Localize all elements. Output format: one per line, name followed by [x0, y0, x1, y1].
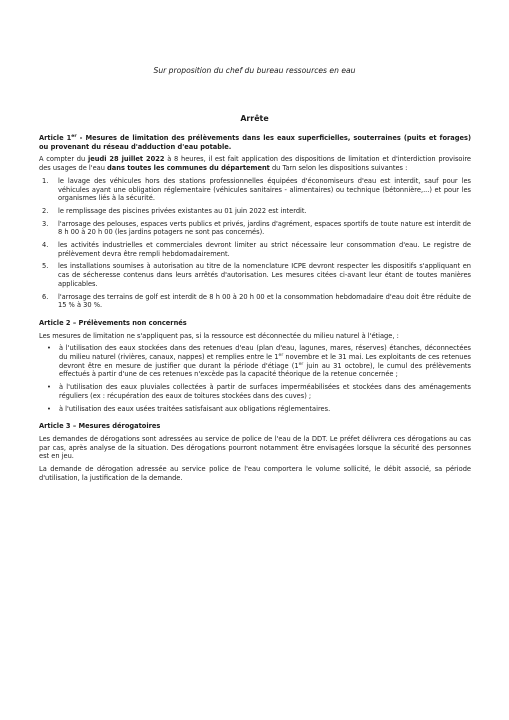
article-3-paragraph: Les demandes de dérogations sont adressées au service de police de l'eau de la DDT. Le préfet délivrera ces dérogations au cas par cas, après analyse de la situation. Des dérogations pourront notamment être envisagées lorsque la sécurité des personnes est en jeu.	[39, 434, 471, 461]
measures-list	[39, 177, 471, 310]
effective-date: jeudi 28 juillet 2022	[87, 155, 165, 164]
list-item: 4. les activités industrielles et commerciales devront limiter au strict nécessaire leur consommation d'eau. Le registre de prélèvement devra être rempli hebdomadairement.	[42, 241, 471, 258]
list-item: 1. le lavage des véhicules hors des stations professionnelles équipées d'économiseurs d'eau est interdit, sauf pour les véhicules ayant une obligation réglementaire (véhicules sanitaires - alimentaires) ou technique (bétonnière,...) et pour les organismes liés à la sécurité.	[42, 176, 471, 203]
list-item: • à l'utilisation des eaux pluviales collectées à partir de surfaces imperméabilisées et stockées dans des aménagements réguliers (ex : récupération des eaux de toitures stockées dans des cuves) ;	[47, 383, 471, 400]
list-item: 2. le remplissage des piscines privées existantes au 01 juin 2022 est interdit.	[42, 206, 307, 215]
article-3-paragraph: La demande de dérogation adressée au service police de l'eau comportera le volume sollicité, le débit associé, sa période d'utilisation, la justification de la demande.	[39, 465, 471, 482]
arrete-title: Arrête	[240, 114, 269, 123]
article-2	[39, 319, 471, 413]
bullet-icon: •	[47, 344, 51, 353]
list-item: • à l'utilisation des eaux usées traitées satisfaisant aux obligations réglementaires.	[47, 404, 331, 413]
exemptions-list	[39, 344, 471, 413]
bullet-icon: •	[47, 383, 51, 392]
list-item: 5. les installations soumises à autorisation au titre de la nomenclature ICPE devront respecter les dispositifs s'appliquant en cas de sécheresse contenus dans leurs arrêtés d'autorisation. Les mesures citées ci-avant leur étant de toutes manières applicables.	[42, 262, 471, 288]
list-item: 6. l'arrosage des terrains de golf est interdit de 8 h 00 à 20 h 00 et la consommation hebdomadaire d'eau doit être réduite de 15 % à 30 %.	[42, 292, 471, 310]
list-item: • à l'utilisation des eaux stockées dans des retenues d'eau (plan d'eau, lagunes, mares, réserves) étanches, déconnectées du milieu naturel (rivières, canaux, nappes) et remplies entre le 1er novembre et le 31 mai. Les exploitants de ces retenues devront être en mesure de justifier que durant la période d'étiage (1er juin au 31 octobre), le cumul des prélèvements effectués à partir d'une de ces retenues n'excède pas la capacité théorique de la retenue concernée ;	[47, 344, 472, 379]
scope: dans toutes les communes du département	[107, 164, 270, 173]
article-1	[39, 134, 471, 310]
article-3	[39, 422, 471, 482]
article-2-heading: Article 2 – Prélèvements non concernés	[39, 318, 187, 327]
article-1-heading: Article 1er - Mesures de limitation des prélèvements dans les eaux superficielles, souterraines (puits et forages) ou provenant du réseau d'adduction d'eau potable.	[39, 133, 472, 151]
bullet-icon: •	[47, 404, 51, 413]
document-body	[39, 134, 471, 487]
article-1-intro: A compter du jeudi 28 juillet 2022 à 8 heures, il est fait application des dispositions de limitation et d'interdiction provisoire des usages de l'eau dans toutes les communes du département du Tarn selon les dispositions suivantes :	[39, 155, 471, 173]
article-3-heading: Article 3 – Mesures dérogatoires	[39, 422, 161, 431]
list-item: 3. l'arrosage des pelouses, espaces verts publics et privés, jardins d'agrément, espaces sportifs de toute nature est interdit de 8 h 00 à 20 h 00 (les jardins potagers ne sont pas concernés).	[42, 219, 471, 237]
article-2-intro: Les mesures de limitation ne s'appliquent pas, si la ressource est déconnectée du milieu naturel à l'étiage, :	[39, 331, 399, 340]
proposal-line: Sur proposition du chef du bureau ressources en eau	[153, 66, 356, 75]
